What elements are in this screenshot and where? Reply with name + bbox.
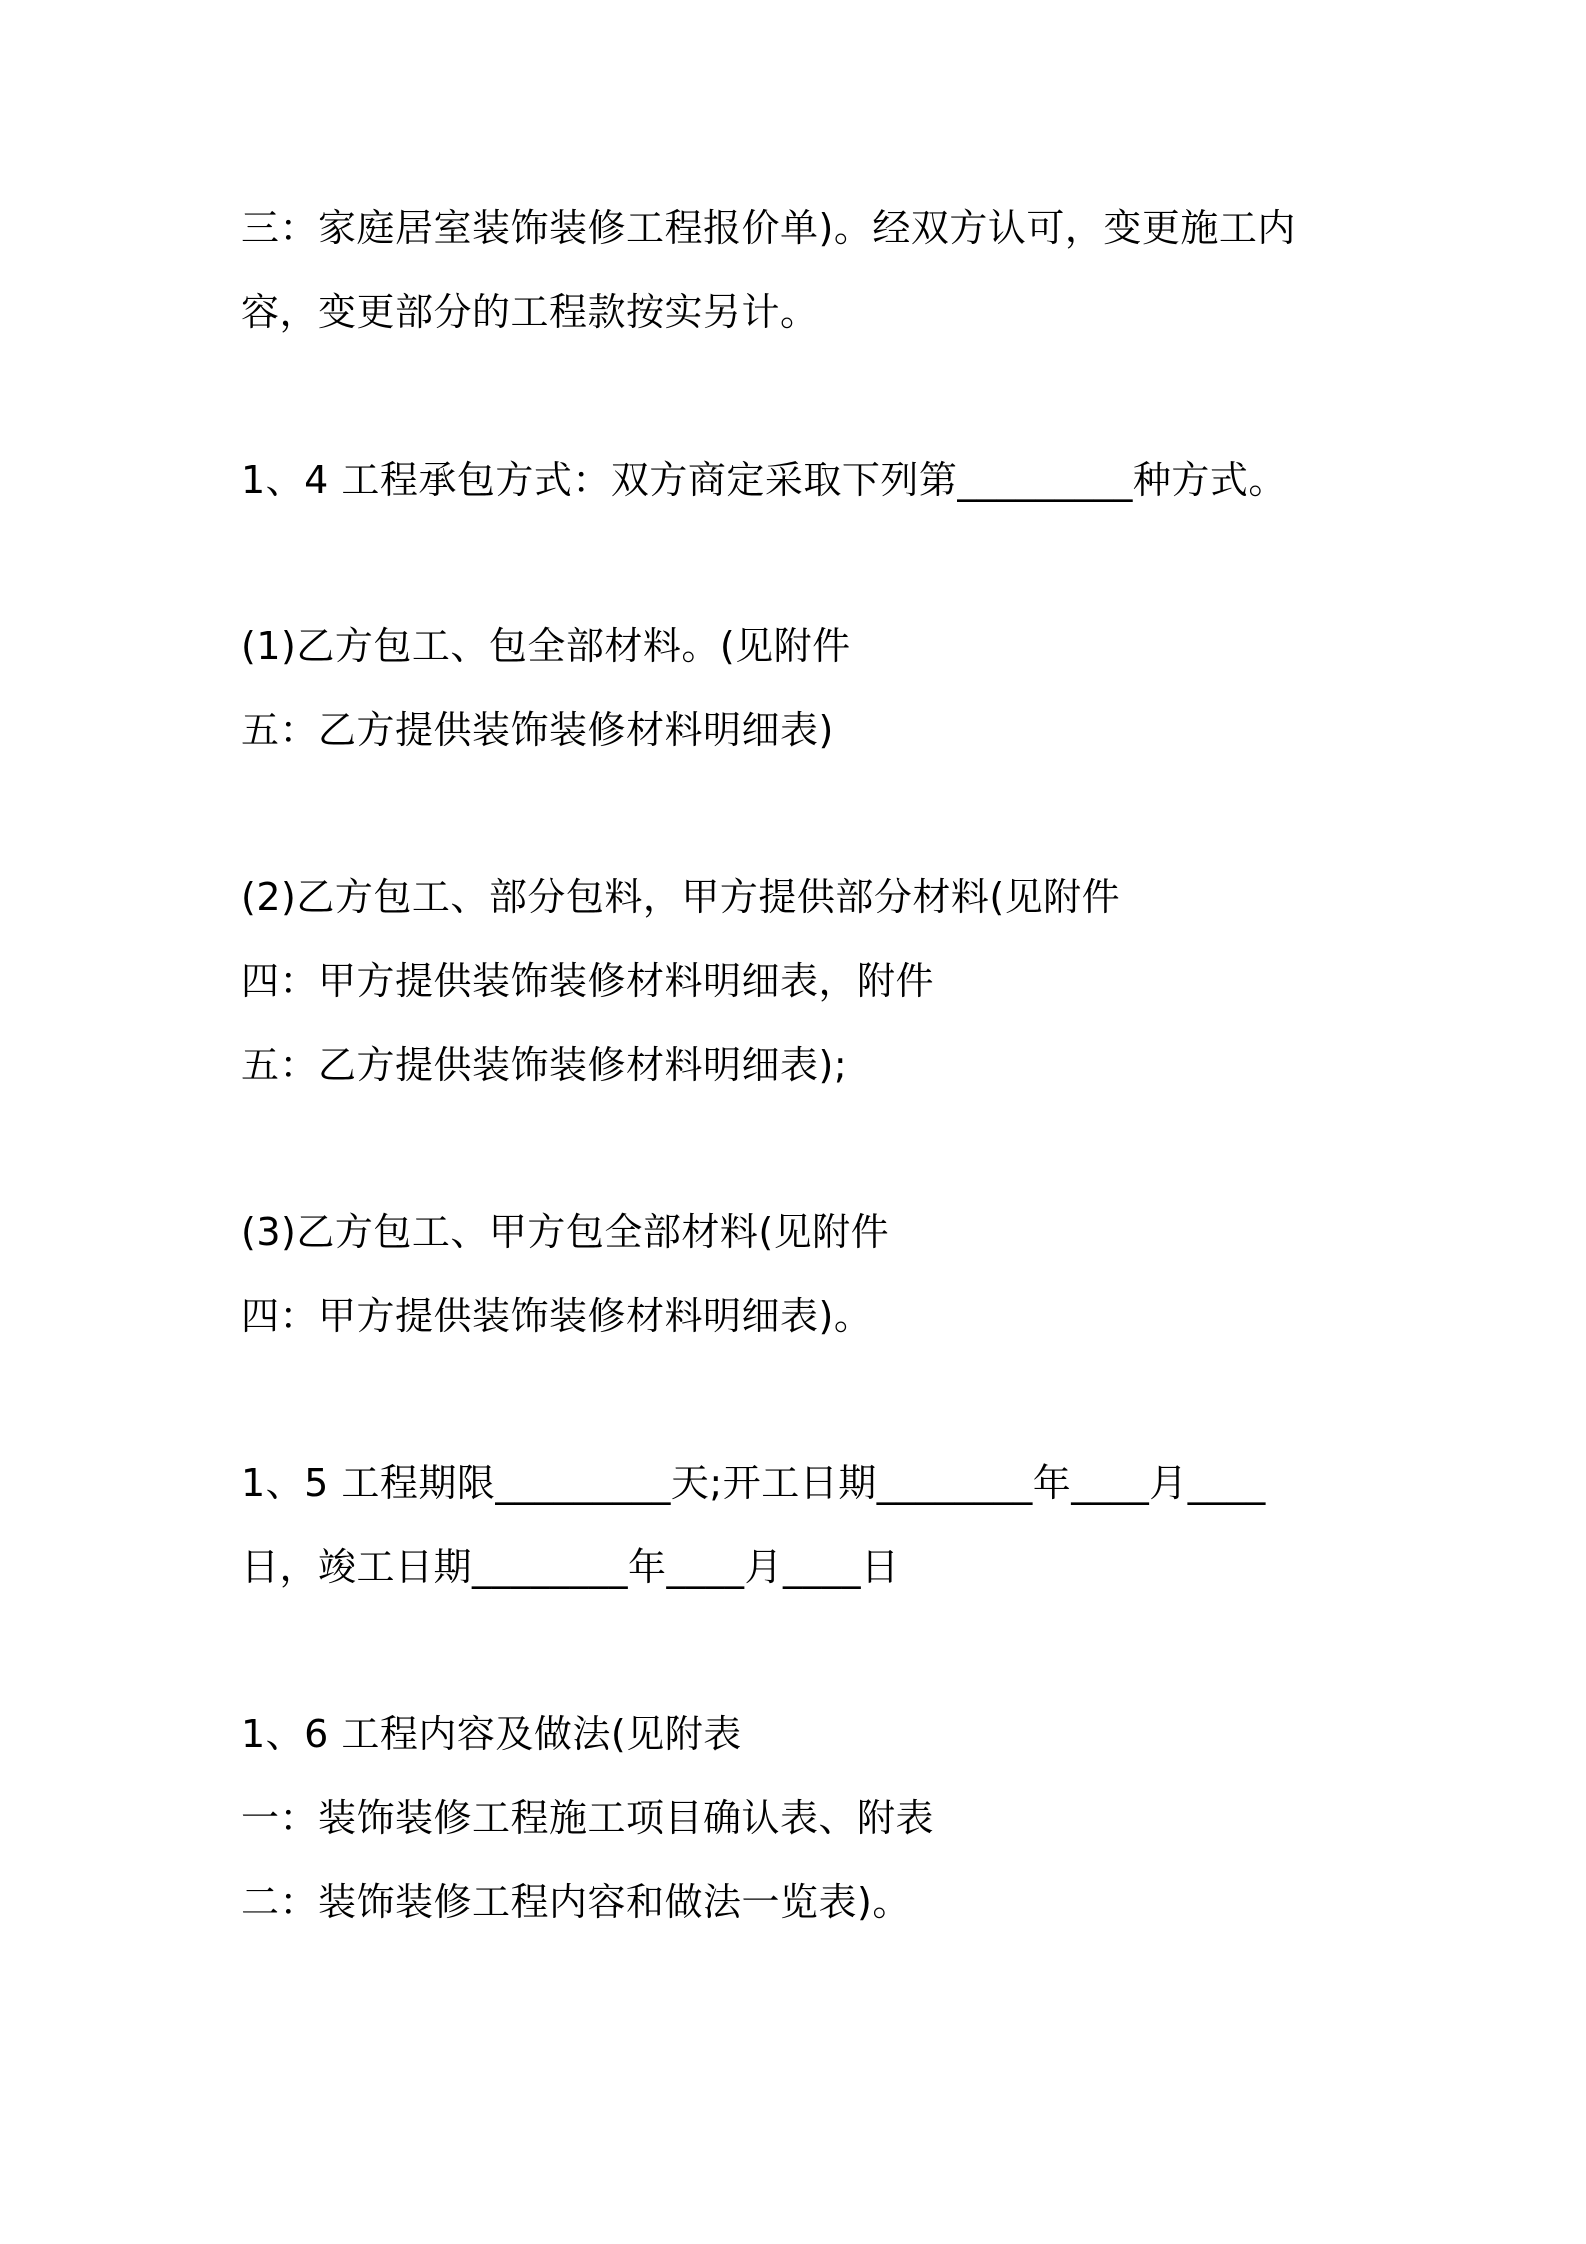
text-line: 1、4 工程承包方式：双方商定采取下列第_________种方式。: [241, 458, 1287, 502]
text-line: (2)乙方包工、部分包料，甲方提供部分材料(见附件: [241, 875, 1121, 919]
text-line: 容，变更部分的工程款按实另计。: [241, 290, 819, 334]
text-line: 二：装饰装修工程内容和做法一览表)。: [241, 1880, 911, 1924]
text-line: (3)乙方包工、甲方包全部材料(见附件: [241, 1210, 890, 1254]
text-line: 一：装饰装修工程施工项目确认表、附表: [241, 1796, 935, 1840]
text-line: 四：甲方提供装饰装修材料明细表，附件: [241, 959, 935, 1003]
text-line: 1、6 工程内容及做法(见附表: [241, 1712, 742, 1756]
text-line: 四：甲方提供装饰装修材料明细表)。: [241, 1294, 873, 1338]
text-line: 五：乙方提供装饰装修材料明细表);: [241, 1043, 848, 1087]
text-line: 1、5 工程期限_________天;开工日期________年____月____: [241, 1461, 1266, 1505]
text-line: (1)乙方包工、包全部材料。(见附件: [241, 624, 851, 668]
text-line: 三：家庭居室装饰装修工程报价单)。经双方认可，变更施工内: [241, 206, 1296, 250]
text-line: 五：乙方提供装饰装修材料明细表): [241, 708, 834, 752]
text-line: 日，竣工日期________年____月____日: [241, 1545, 900, 1589]
